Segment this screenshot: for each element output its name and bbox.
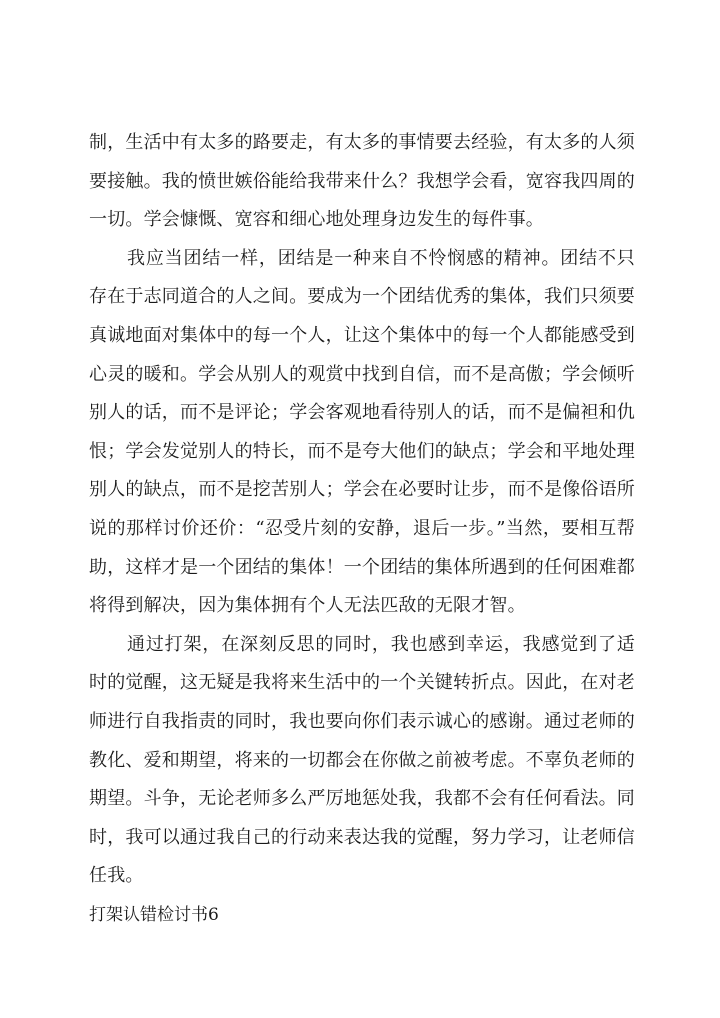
paragraph-unity: 我应当团结一样，团结是一种来自不怜悯感的精神。团结不只存在于志同道合的人之间。要成为一个团结优秀的集体，我们只须要真诚地面对集体中的每一个人，让这个集体中的每一个人都能感受到心灵的暖和。学会从别人的观赏中找到自信，而不是高傲；学会倾听别人的话，而不是评论；学会客观地看待别人的话，而不是偏袒和仇恨；学会发觉别人的特长，而不是夸大他们的缺点；学会和平地处理别人的缺点，而不是挖苦别人；学会在必要时让步，而不是像俗语所说的那样讨价还价：“忍受片刻的安静，退后一步。”当然，要相互帮助，这样才是一个团结的集体！一个团结的集体所遇到的任何困难都将得到解决，因为集体拥有个人无法匹敌的无限才智。 [89, 247, 635, 617]
paragraph-continued: 制，生活中有太多的路要走，有太多的事情要去经验，有太多的人须要接触。我的愤世嫉俗能给我带来什么？我想学会看，宽容我四周的一切。学会慷慨、宽容和细心地处理身边发生的每件事。 [89, 132, 635, 231]
section-heading: 打架认错检讨书6 [89, 904, 219, 925]
paragraph-awakening: 通过打架，在深刻反思的同时，我也感到幸运，我感觉到了适时的觉醒，这无疑是我将来生活中的一个关键转折点。因此，在对老师进行自我指责的同时，我也要向你们表示诚心的感谢。通过老师的教化、爱和期望，将来的一切都会在你做之前被考虑。不辜负老师的期望。斗争，无论老师多么严厉地惩处我，我都不会有任何看法。同时，我可以通过我自己的行动来表达我的觉醒，努力学习，让老师信任我。 [89, 633, 635, 887]
document-page [89, 124, 635, 934]
